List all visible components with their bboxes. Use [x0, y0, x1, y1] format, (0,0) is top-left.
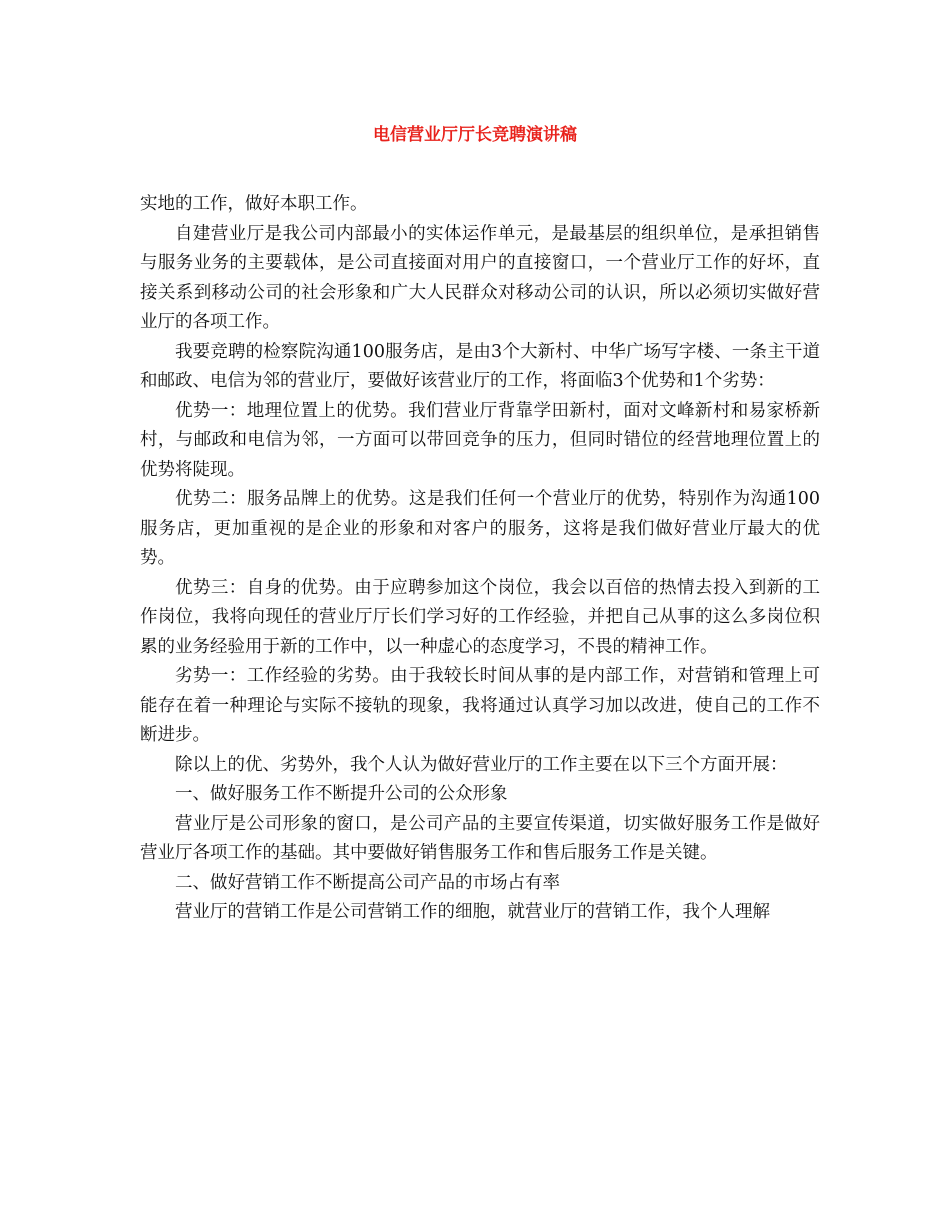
paragraph: 我要竞聘的检察院沟通100服务店，是由3个大新村、中华广场写字楼、一条主干道和邮政、电信为邻的营业厅，要做好该营业厅的工作，将面临3个优势和1个劣势： — [140, 341, 820, 391]
paragraph: 优势三：自身的优势。由于应聘参加这个岗位，我会以百倍的热情去投入到新的工作岗位，我将向现任的营业厅厅长们学习好的工作经验，并把自己从事的这么多岗位积累的业务经验用于新的工作中，以一种虚心的态度学习，不畏的精神工作。 — [140, 577, 820, 657]
paragraph: 自建营业厅是我公司内部最小的实体运作单元，是最基层的组织单位，是承担销售与服务业务的主要载体，是公司直接面对用户的直接窗口，一个营业厅工作的好坏，直接关系到移动公司的社会形象和广大人民群众对移动公司的认识，所以必须切实做好营业厅的各项工作。 — [140, 223, 820, 332]
section-heading: 一、做好服务工作不断提升公司的公众形象 — [175, 784, 508, 804]
paragraph: 优势二：服务品牌上的优势。这是我们任何一个营业厅的优势，特别作为沟通100服务店，更加重视的是企业的形象和对客户的服务，这将是我们做好营业厅最大的优势。 — [140, 489, 820, 568]
document-title: 电信营业厅厅长竞聘演讲稿 — [373, 125, 577, 145]
section-heading: 二、做好营销工作不断提高公司产品的市场占有率 — [175, 872, 560, 893]
paragraph: 劣势一：工作经验的劣势。由于我较长时间从事的是内部工作，对营销和管理上可能存在着一种理论与实际不接轨的现象，我将通过认真学习加以改进，使自己的工作不断进步。 — [140, 666, 820, 745]
paragraph: 营业厅是公司形象的窗口，是公司产品的主要宣传渠道，切实做好服务工作是做好营业厅各项工作的基础。其中要做好销售服务工作和售后服务工作是关键。 — [140, 813, 820, 863]
paragraph: 营业厅的营销工作是公司营销工作的细胞，就营业厅的营销工作，我个人理解 — [175, 902, 770, 922]
paragraph: 实地的工作，做好本职工作。 — [140, 194, 368, 214]
document-body — [140, 190, 820, 928]
paragraph: 优势一：地理位置上的优势。我们营业厅背靠学田新村，面对文峰新村和易家桥新村，与邮政和电信为邻，一方面可以带回竞争的压力，但同时错位的经营地理位置上的优势将陡现。 — [140, 400, 820, 480]
paragraph: 除以上的优、劣势外，我个人认为做好营业厅的工作主要在以下三个方面开展： — [175, 754, 788, 775]
